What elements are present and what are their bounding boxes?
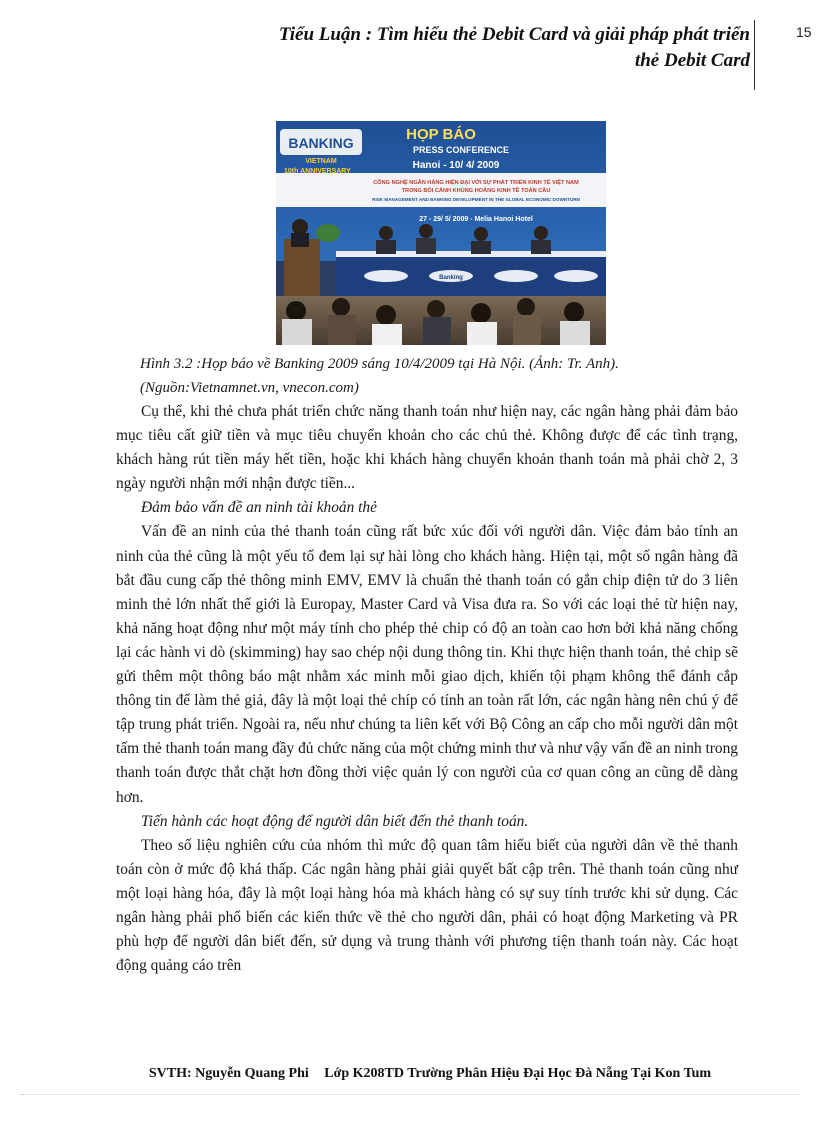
- bottom-divider: [20, 1094, 800, 1095]
- footer-class-info: Lớp K208TD Trường Phân Hiệu Đại Học Đà Nẵng Tại Kon Tum: [324, 1066, 712, 1081]
- banner-title: HỌP BÁO: [406, 126, 476, 143]
- figure-caption: [140, 352, 780, 400]
- paragraph-2: Vấn đề an ninh của thẻ thanh toán cũng rất bức xúc đối với người dân. Việc đảm bảo tính an ninh của thẻ cũng là một yếu tố đem lại sự hài lòng cho khách hàng. Hiện tại, một số ngân hàng đã bắt đầu cung cấp thẻ thông minh EMV, EMV là chuẩn thẻ thanh toán có gắn chip điện tử do 3 liên minh thẻ lớn nhất thế giới là Europay, Master Card và Visa đưa ra. So với các loại thẻ từ hiện nay, khả năng hoạt động như một máy tính cho phép thẻ chip có độ an toàn cao hơn bởi khả năng chống lại các hành vi dò (skimming) hay sao chép nội dung thông tin. Khi thực hiện thanh toán, thẻ chip sẽ gửi thêm một thông báo mật nhằm xác minh mỗi giao dịch, khiến tội phạm không thể đánh cắp thông tin để làm thẻ giả, đây là một loại thẻ chíp có tính an toàn rất lớn, các ngân hàng nên chú ý để tập trung phát triển. Ngoài ra, nếu như chúng ta liên kết với Bộ Công an cấp cho mỗi người dân một tấm thẻ thanh toán mang đầy đủ chức năng của một chứng minh thư và như vậy vấn đề an ninh trong thanh toán được thắt chặt hơn đồng thời việc quản lý con người của cơ quan công an cũng dễ dàng hơn.: [116, 523, 738, 806]
- footer-author: SVTH: Nguyễn Quang Phi: [148, 1066, 309, 1081]
- document-body: [116, 400, 738, 978]
- table-label: Banking: [439, 275, 463, 281]
- paragraph-3: Theo số liệu nghiên cứu của nhóm thì mức độ quan tâm hiểu biết của người dân về thẻ thanh toán còn ở mức độ khá thấp. Các ngân hàng phải giải quyết bất cập trên. Thẻ thanh toán cũng như một loại hàng hóa, đây là một loại hàng hóa mà khách hàng có sự suy tính trước khi sử dụng. Các ngân hàng phải phổ biến các kiến thức về thẻ cho người dân, phải có hoạt động Marketing và PR phù hợp để người dân biết đến, sử dụng và trung thành với phương tiện thanh toán này. Các hoạt động quảng cáo trên: [116, 836, 738, 975]
- banner-vn-line1: CÔNG NGHỆ NGÂN HÀNG HIỆN ĐẠI VỚI SỰ PHÁT TRIỂN KINH TẾ VIỆT NAM: [373, 180, 579, 186]
- paragraph-1: Cụ thể, khi thẻ chưa phát triển chức năng thanh toán như hiện nay, các ngân hàng phải đảm bảo mục tiêu cất giữ tiền và mục tiêu chuyển khoản cho các chủ thẻ. Không được để các tình trạng, khách hàng rút tiền máy hết tiền, hoặc khi khách hàng chuyển khoản thanh toán mà phải chờ 2, 3 ngày người nhận mới nhận được tiền...: [116, 403, 738, 493]
- podium: [284, 239, 320, 299]
- page-header: [120, 22, 750, 74]
- caption-line1: Hình 3.2 :Họp báo về Banking 2009 sáng 10/4/2009 tại Hà Nội. (Ảnh: Tr. Anh).: [140, 356, 619, 372]
- caption-source: (Nguồn:Vietnamnet.vn, vnecon.com): [140, 380, 359, 396]
- banner-vn-line2: TRONG BỐI CẢNH KHỦNG HOẢNG KINH TẾ TOÀN CẦU: [401, 188, 551, 194]
- banner-anniversary: 10th ANNIVERSARY: [284, 168, 351, 175]
- banner-venue: 27 - 29/ 5/ 2009 - Melia Hanoi Hotel: [419, 216, 533, 223]
- banner-date: Hanoi - 10/ 4/ 2009: [412, 160, 500, 171]
- page-footer: [80, 1066, 780, 1082]
- page-number: 15: [796, 24, 812, 40]
- banner-brand: BANKING: [288, 135, 354, 151]
- banner-en-line: RISK MANAGEMENT AND BANKING DEVELOPMENT IN THE GLOBAL ECONOMIC DOWNTURN: [372, 197, 580, 202]
- press-conference-photo: [276, 121, 606, 345]
- banner-subtitle: PRESS CONFERENCE: [412, 145, 510, 155]
- header-title-line2: thẻ Debit Card: [634, 50, 750, 71]
- header-title-line1: Tiểu Luận : Tìm hiểu thẻ Debit Card và giải pháp phát triển: [278, 24, 750, 45]
- banner-brand-sub: VIETNAM: [305, 158, 337, 165]
- subheading-security: Đảm bảo vấn đề an ninh tài khoản thẻ: [141, 499, 377, 517]
- subheading-awareness: Tiến hành các hoạt động để người dân biết đến thẻ thanh toán.: [141, 812, 529, 830]
- header-divider: [754, 20, 755, 90]
